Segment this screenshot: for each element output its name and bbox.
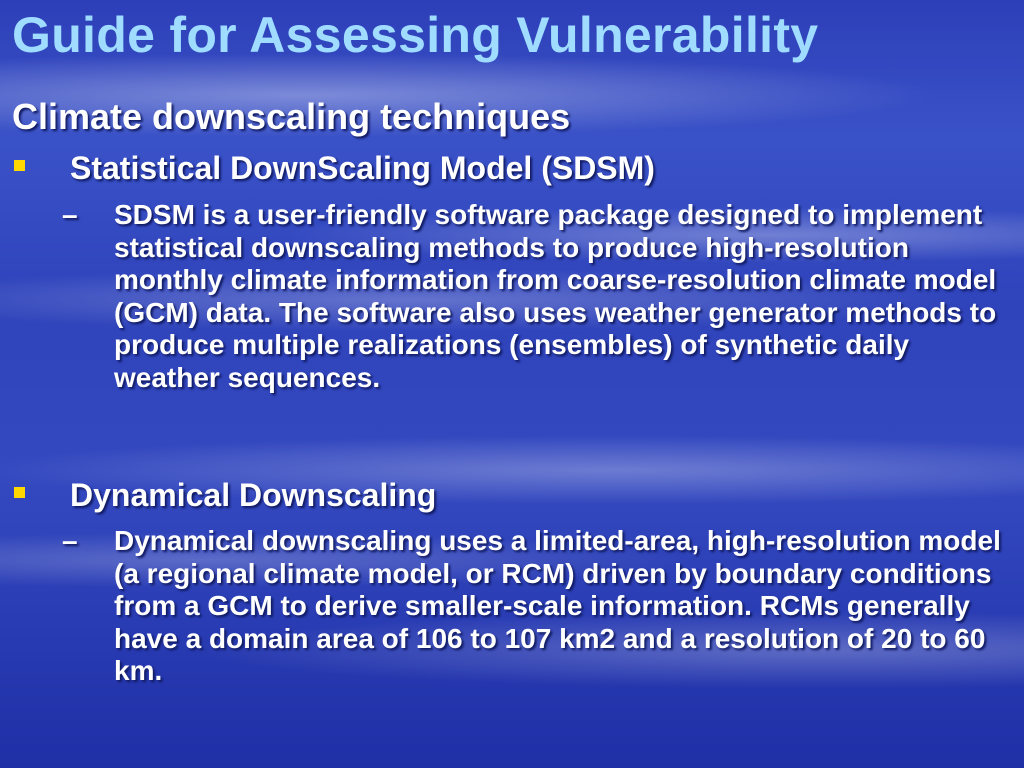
slide-subtitle: Climate downscaling techniques xyxy=(12,96,571,137)
sub-bullet-dynamical xyxy=(62,525,1014,688)
sub-bullet-text: SDSM is a user-friendly software package designed to implement statistical downscaling methods to produce high-resolution monthly climate information from coarse-resolution climate model (GCM) data. The software also uses weather generator methods to produce multiple realizations (ensembles) of synthetic daily weather sequences. xyxy=(114,199,997,393)
dash-icon: – xyxy=(62,525,78,556)
sub-bullet-text: Dynamical downscaling uses a limited-area, high-resolution model (a regional climate model, or RCM) driven by boundary conditions from a GCM to derive smaller-scale information. RCMs generally have a domain area of 106 to 107 km2 and a resolution of 20 to 60 km. xyxy=(114,525,1001,686)
bullet-sdsm xyxy=(14,150,1004,190)
sub-bullet-sdsm xyxy=(62,199,1014,394)
bullet-dynamical xyxy=(14,477,1004,517)
dash-icon: – xyxy=(62,199,78,230)
bullet-heading: Statistical DownScaling Model (SDSM) xyxy=(70,150,655,186)
bullet-heading: Dynamical Downscaling xyxy=(70,477,437,513)
slide-title: Guide for Assessing Vulnerability xyxy=(12,7,819,63)
square-bullet-icon xyxy=(14,160,25,171)
square-bullet-icon xyxy=(14,487,25,498)
